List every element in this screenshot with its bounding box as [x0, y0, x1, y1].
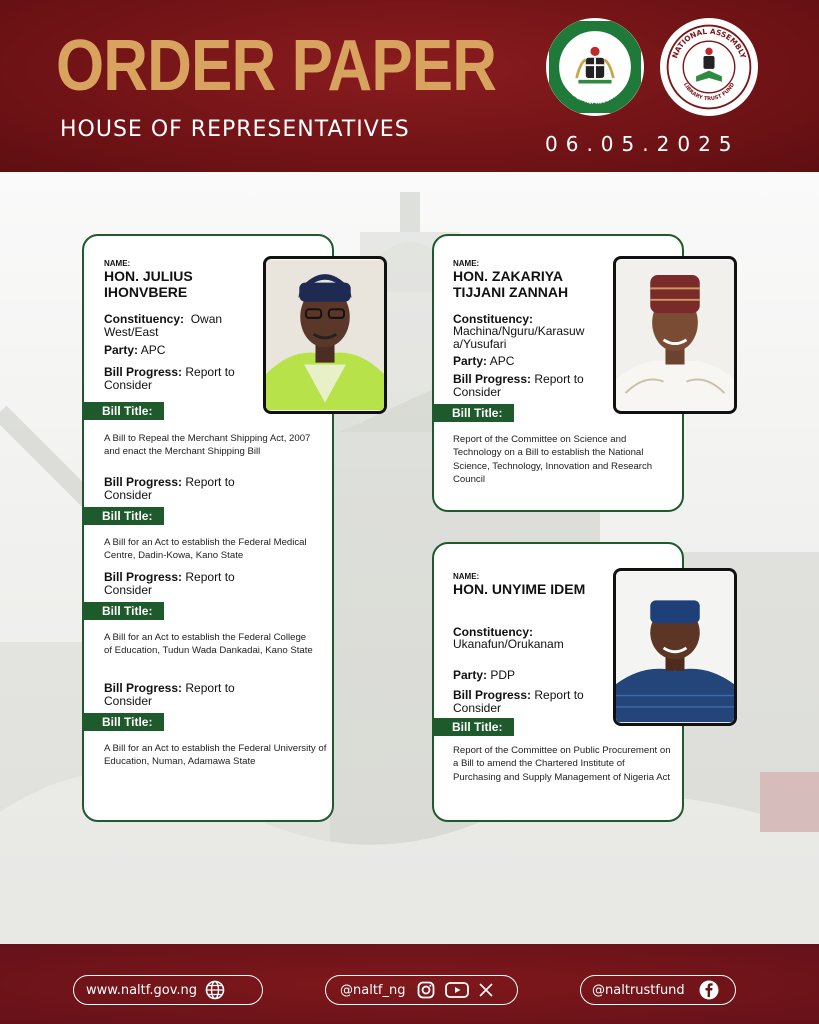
party-value: PDP [490, 668, 516, 682]
order-date: 06.05.2025 [545, 132, 740, 156]
bill-title-label: Bill Title: [84, 402, 164, 420]
bill-title-text: A Bill for an Act to establish the Federal College of Education, Tudun Wada Dankadai, Kano State [104, 632, 313, 657]
bill-title-label: Bill Title: [434, 404, 514, 422]
bill-progress-field [453, 373, 603, 399]
member-name-line2: TIJJANI ZANNAH [453, 284, 569, 300]
facebook-handle-text: @naltrustfund [592, 982, 685, 998]
bill-title-label: Bill Title: [84, 507, 164, 525]
bill-progress-label: Bill Progress: [104, 365, 183, 379]
bill-title-label: Bill Title: [84, 713, 164, 731]
youtube-icon[interactable] [445, 981, 469, 999]
bill-progress-label: Bill Progress: [104, 570, 183, 584]
bill-progress-label: Bill Progress: [104, 681, 183, 695]
party-field [104, 344, 165, 357]
member-name-line1: HON. JULIUS [104, 268, 193, 284]
member-photo-zakariya-tijjani-zannah [613, 256, 737, 414]
globe-icon [205, 980, 225, 1000]
bill-progress-label: Bill Progress: [104, 475, 183, 489]
party-field [453, 669, 515, 682]
bill-title-text: A Bill to Repeal the Merchant Shipping Act, 2007 and enact the Merchant Shipping Bill [104, 433, 311, 458]
page-subtitle: HOUSE OF REPRESENTATIVES [60, 117, 410, 142]
bill-progress-field [104, 366, 254, 392]
facebook-link[interactable] [580, 975, 736, 1005]
bill-progress-value: Report to Consider [104, 475, 235, 502]
constituency-label: Constituency: [104, 312, 185, 326]
instagram-icon[interactable] [417, 981, 435, 999]
member-photo-unyime-idem [613, 568, 737, 726]
bill-title-text: Report of the Committee on Public Procurement on a Bill to amend the Chartered Institute of Purchasing and Supply Management of Nigeria Act [453, 745, 671, 783]
bill-progress-field [104, 476, 254, 502]
website-link[interactable] [73, 975, 263, 1005]
party-value: APC [489, 354, 515, 368]
party-label: Party: [453, 668, 488, 682]
member-name-line2: IHONVBERE [104, 284, 188, 300]
bill-progress-value: Report to Consider [104, 681, 235, 708]
name-label: NAME: [104, 259, 131, 268]
bill-progress-field [104, 682, 254, 708]
x-twitter-icon[interactable] [479, 983, 493, 997]
svg-text:NATIONAL ASSEMBLY: NATIONAL ASSEMBLY [670, 26, 748, 60]
bill-progress-value: Report to Consider [104, 570, 235, 597]
national-assembly-library-trust-fund-seal-logo [660, 18, 758, 116]
bill-progress-field [453, 689, 603, 715]
social-handle-text: @naltf_ng [340, 982, 406, 998]
bill-title-label: Bill Title: [434, 718, 514, 736]
name-label: NAME: [453, 259, 480, 268]
party-value: APC [140, 343, 166, 357]
member-name: HON. UNYIME IDEM [453, 581, 586, 597]
bill-progress-value: Report to Consider [453, 688, 584, 715]
constituency-field [104, 313, 254, 339]
party-label: Party: [104, 343, 139, 357]
house-of-representatives-seal-logo [546, 18, 644, 116]
constituency-label: Constituency: [453, 312, 534, 326]
svg-text:LIBRARY TRUST FUND: LIBRARY TRUST FUND [682, 81, 737, 103]
svg-text:NIGERIAN: NIGERIAN [572, 30, 618, 46]
bill-progress-value: Report to Consider [453, 372, 584, 399]
social-handle-link[interactable] [325, 975, 518, 1005]
bill-title-text: Report of the Committee on Science and Technology on a Bill to establish the National Science, Technology, Innovation and Research Council [453, 434, 653, 485]
bill-progress-value: Report to Consider [104, 365, 235, 392]
bill-title-label: Bill Title: [84, 602, 164, 620]
constituency-value: Machina/Nguru/Karasuwa/Yusufari [453, 324, 585, 351]
constituency-label: Constituency: [453, 625, 534, 639]
party-label: Party: [453, 354, 488, 368]
member-photo-julius-ihonvbere [263, 256, 387, 414]
party-field [453, 355, 514, 368]
bill-title-text: A Bill for an Act to establish the Federal Medical Centre, Dadin-Kowa, Kano State [104, 537, 307, 562]
name-label: NAME: [453, 572, 480, 581]
bill-progress-label: Bill Progress: [453, 688, 532, 702]
constituency-value: Owan West/East [104, 312, 223, 339]
website-text: www.naltf.gov.ng [86, 982, 198, 998]
bill-progress-label: Bill Progress: [453, 372, 532, 386]
facebook-icon[interactable] [699, 980, 719, 1000]
bill-title-text: A Bill for an Act to establish the Federal University of Education, Numan, Adamawa State [104, 743, 327, 768]
constituency-value: Ukanafun/Orukanam [453, 637, 564, 651]
page-title: ORDER PAPER [56, 26, 497, 106]
member-name-line1: HON. ZAKARIYA [453, 268, 563, 284]
svg-text:HOUSE OF REPRESENTATIVES: HOUSE OF REPRESENTATIVES [561, 78, 629, 106]
bill-progress-field [104, 571, 254, 597]
